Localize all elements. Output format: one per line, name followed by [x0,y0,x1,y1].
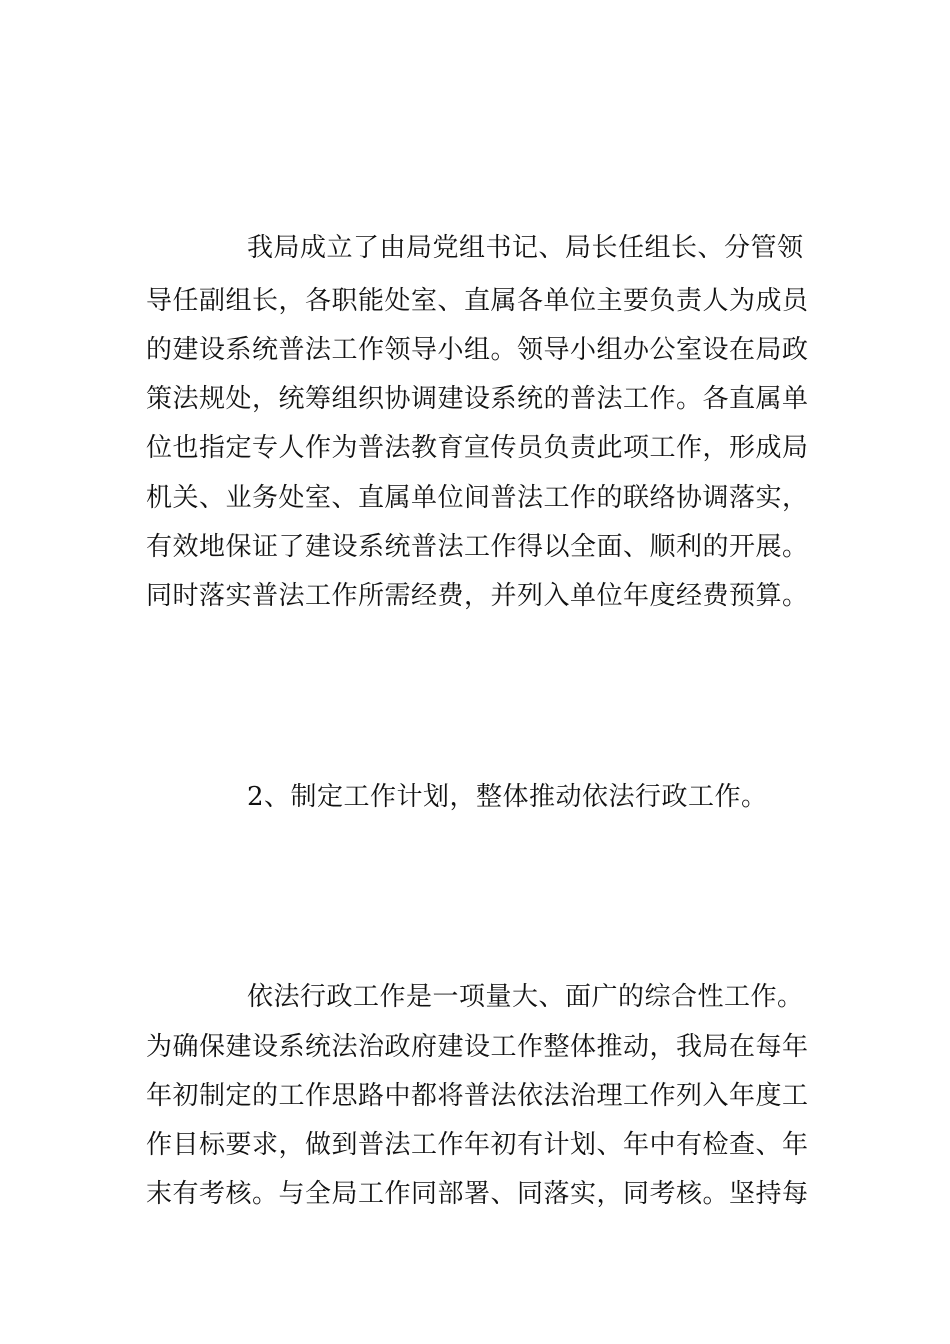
paragraph-line: 我局成立了由局党组书记、局长任组长、分管领 [247,233,804,263]
paragraph-line: 的建设系统普法工作领导小组。领导小组办公室设在局政 [146,335,809,365]
paragraph-line: 作目标要求，做到普法工作年初有计划、年中有检查、年 [146,1130,809,1160]
paragraph-line: 有效地保证了建设系统普法工作得以全面、顺利的开展。 [146,532,809,562]
paragraph-line: 导任副组长，各职能处室、直属各单位主要负责人为成员 [146,286,809,316]
paragraph-line: 位也指定专人作为普法教育宣传员负责此项工作，形成局 [146,433,809,463]
paragraph-line: 末有考核。与全局工作同部署、同落实，同考核。坚持每 [146,1179,809,1209]
paragraph-line: 年初制定的工作思路中都将普法依法治理工作列入年度工 [146,1081,809,1111]
paragraph-line: 依法行政工作是一项量大、面广的综合性工作。 [247,982,804,1012]
paragraph-line: 为确保建设系统法治政府建设工作整体推动，我局在每年 [146,1032,809,1062]
paragraph-line: 策法规处，统筹组织协调建设系统的普法工作。各直属单 [146,384,809,414]
paragraph-line: 同时落实普法工作所需经费，并列入单位年度经费预算。 [146,581,809,611]
paragraph-line: 机关、业务处室、直属单位间普法工作的联络协调落实， [146,483,809,513]
section-heading: 2、制定工作计划，整体推动依法行政工作。 [247,782,768,812]
